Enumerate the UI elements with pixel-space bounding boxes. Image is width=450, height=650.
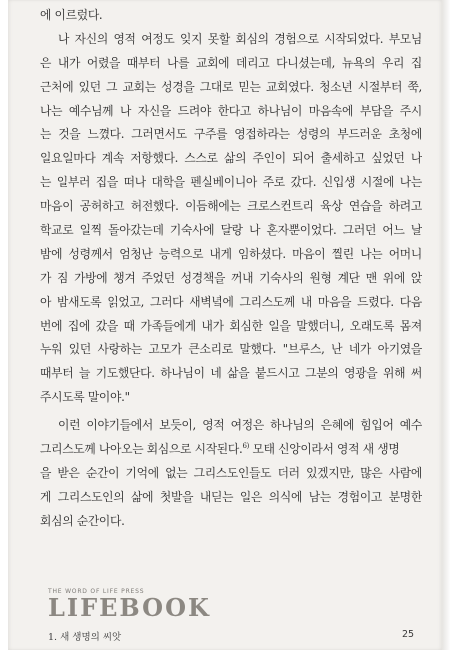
text-fragment: 모태 신앙이라서 영적 새 생명 [249, 442, 400, 457]
text-line: 을 받은 순간이 기억에 없는 그리스도인들도 더러 있겠지만, 많은 사람에 [40, 465, 422, 480]
page-edge [442, 0, 450, 650]
text-line: 마음이 공허하고 허전했다. 이듬해에는 크로스컨트리 육상 연습을 하려고 [40, 199, 422, 214]
text-line: 는 것을 느꼈다. 그러면서도 구주를 영접하라는 성령의 부드러운 초청에 [40, 127, 422, 142]
text-line: 게 그리스도인의 삶에 첫발을 내딛는 일은 의식에 남는 경험이고 분명한 [40, 489, 422, 504]
text-line: 누워 있던 사랑하는 고모가 큰소리로 말했다. "브루스, 난 네가 아기였을 [40, 342, 422, 357]
text-line: 학교로 일찍 돌아갔는데 기숙사에 달랑 나 혼자뿐이었다. 그러던 어느 날 [40, 223, 422, 238]
publisher-tagline: THE WORD OF LIFE PRESS [48, 588, 145, 595]
chapter-title: 1. 새 생명의 씨앗 [48, 632, 122, 643]
text-line: 은 내가 어렸을 때부터 나를 교회에 데리고 다니셨는데, 뉴욕의 우리 집 [40, 55, 422, 70]
text-line: 이런 이야기들에서 보듯이, 영적 여정은 하나님의 은혜에 힘입어 예수 [58, 418, 422, 433]
text-line: 는 일부러 집을 떠나 대학을 펜실베이니아 주로 갔다. 신입생 시절에 나는 [40, 175, 422, 190]
text-line: 나는 예수님께 나 자신을 드려야 한다고 하나님이 마음속에 부담을 주시 [40, 103, 422, 118]
text-line: 일요일마다 계속 저항했다. 스스로 삶의 주인이 되어 출세하고 싶었던 나 [40, 151, 422, 166]
text-line: 회심의 순간이다. [40, 513, 125, 528]
text-line: 근처에 있던 그 교회는 성경을 그대로 믿는 교회였다. 청소년 시절부터 쭉, [40, 79, 422, 94]
body-text [40, 4, 422, 534]
brand-name: LIFEBOOK [48, 593, 211, 622]
text-line: 밤에 성령께서 엄청난 능력으로 내게 임하셨다. 마음이 찔린 나는 어머니 [40, 246, 422, 261]
text-line-with-footnote [40, 438, 422, 462]
text-line: 번에 집에 갔을 때 가족들에게 내가 회심한 일을 말했더니, 오래도록 몸져 [40, 318, 422, 333]
text-line: 아 밤새도록 읽었고, 그러다 새벽녘에 그리스도께 내 마음을 드렸다. 다음 [40, 294, 422, 309]
lifebook-logo [48, 588, 211, 620]
text-line: 에 이르렀다. [40, 8, 103, 22]
footnote-marker: 6) [242, 442, 250, 451]
text-fragment: 그리스도께 나아오는 회심으로 시작된다. [40, 442, 243, 457]
book-page [8, 0, 442, 650]
text-line: 때부터 늘 기도했단다. 하나님이 네 삶을 붙드시고 그분의 영광을 위해 써 [40, 366, 422, 381]
page-number: 25 [402, 629, 415, 640]
text-line: 나 자신의 영적 여정도 잊지 못할 회심의 경험으로 시작되었다. 부모님 [58, 31, 422, 46]
text-line: 가 짐 가방에 챙겨 주었던 성경책을 꺼내 기숙사의 원형 계단 맨 위에 앉 [40, 270, 422, 285]
text-line: 주시도록 말이야." [40, 390, 130, 405]
